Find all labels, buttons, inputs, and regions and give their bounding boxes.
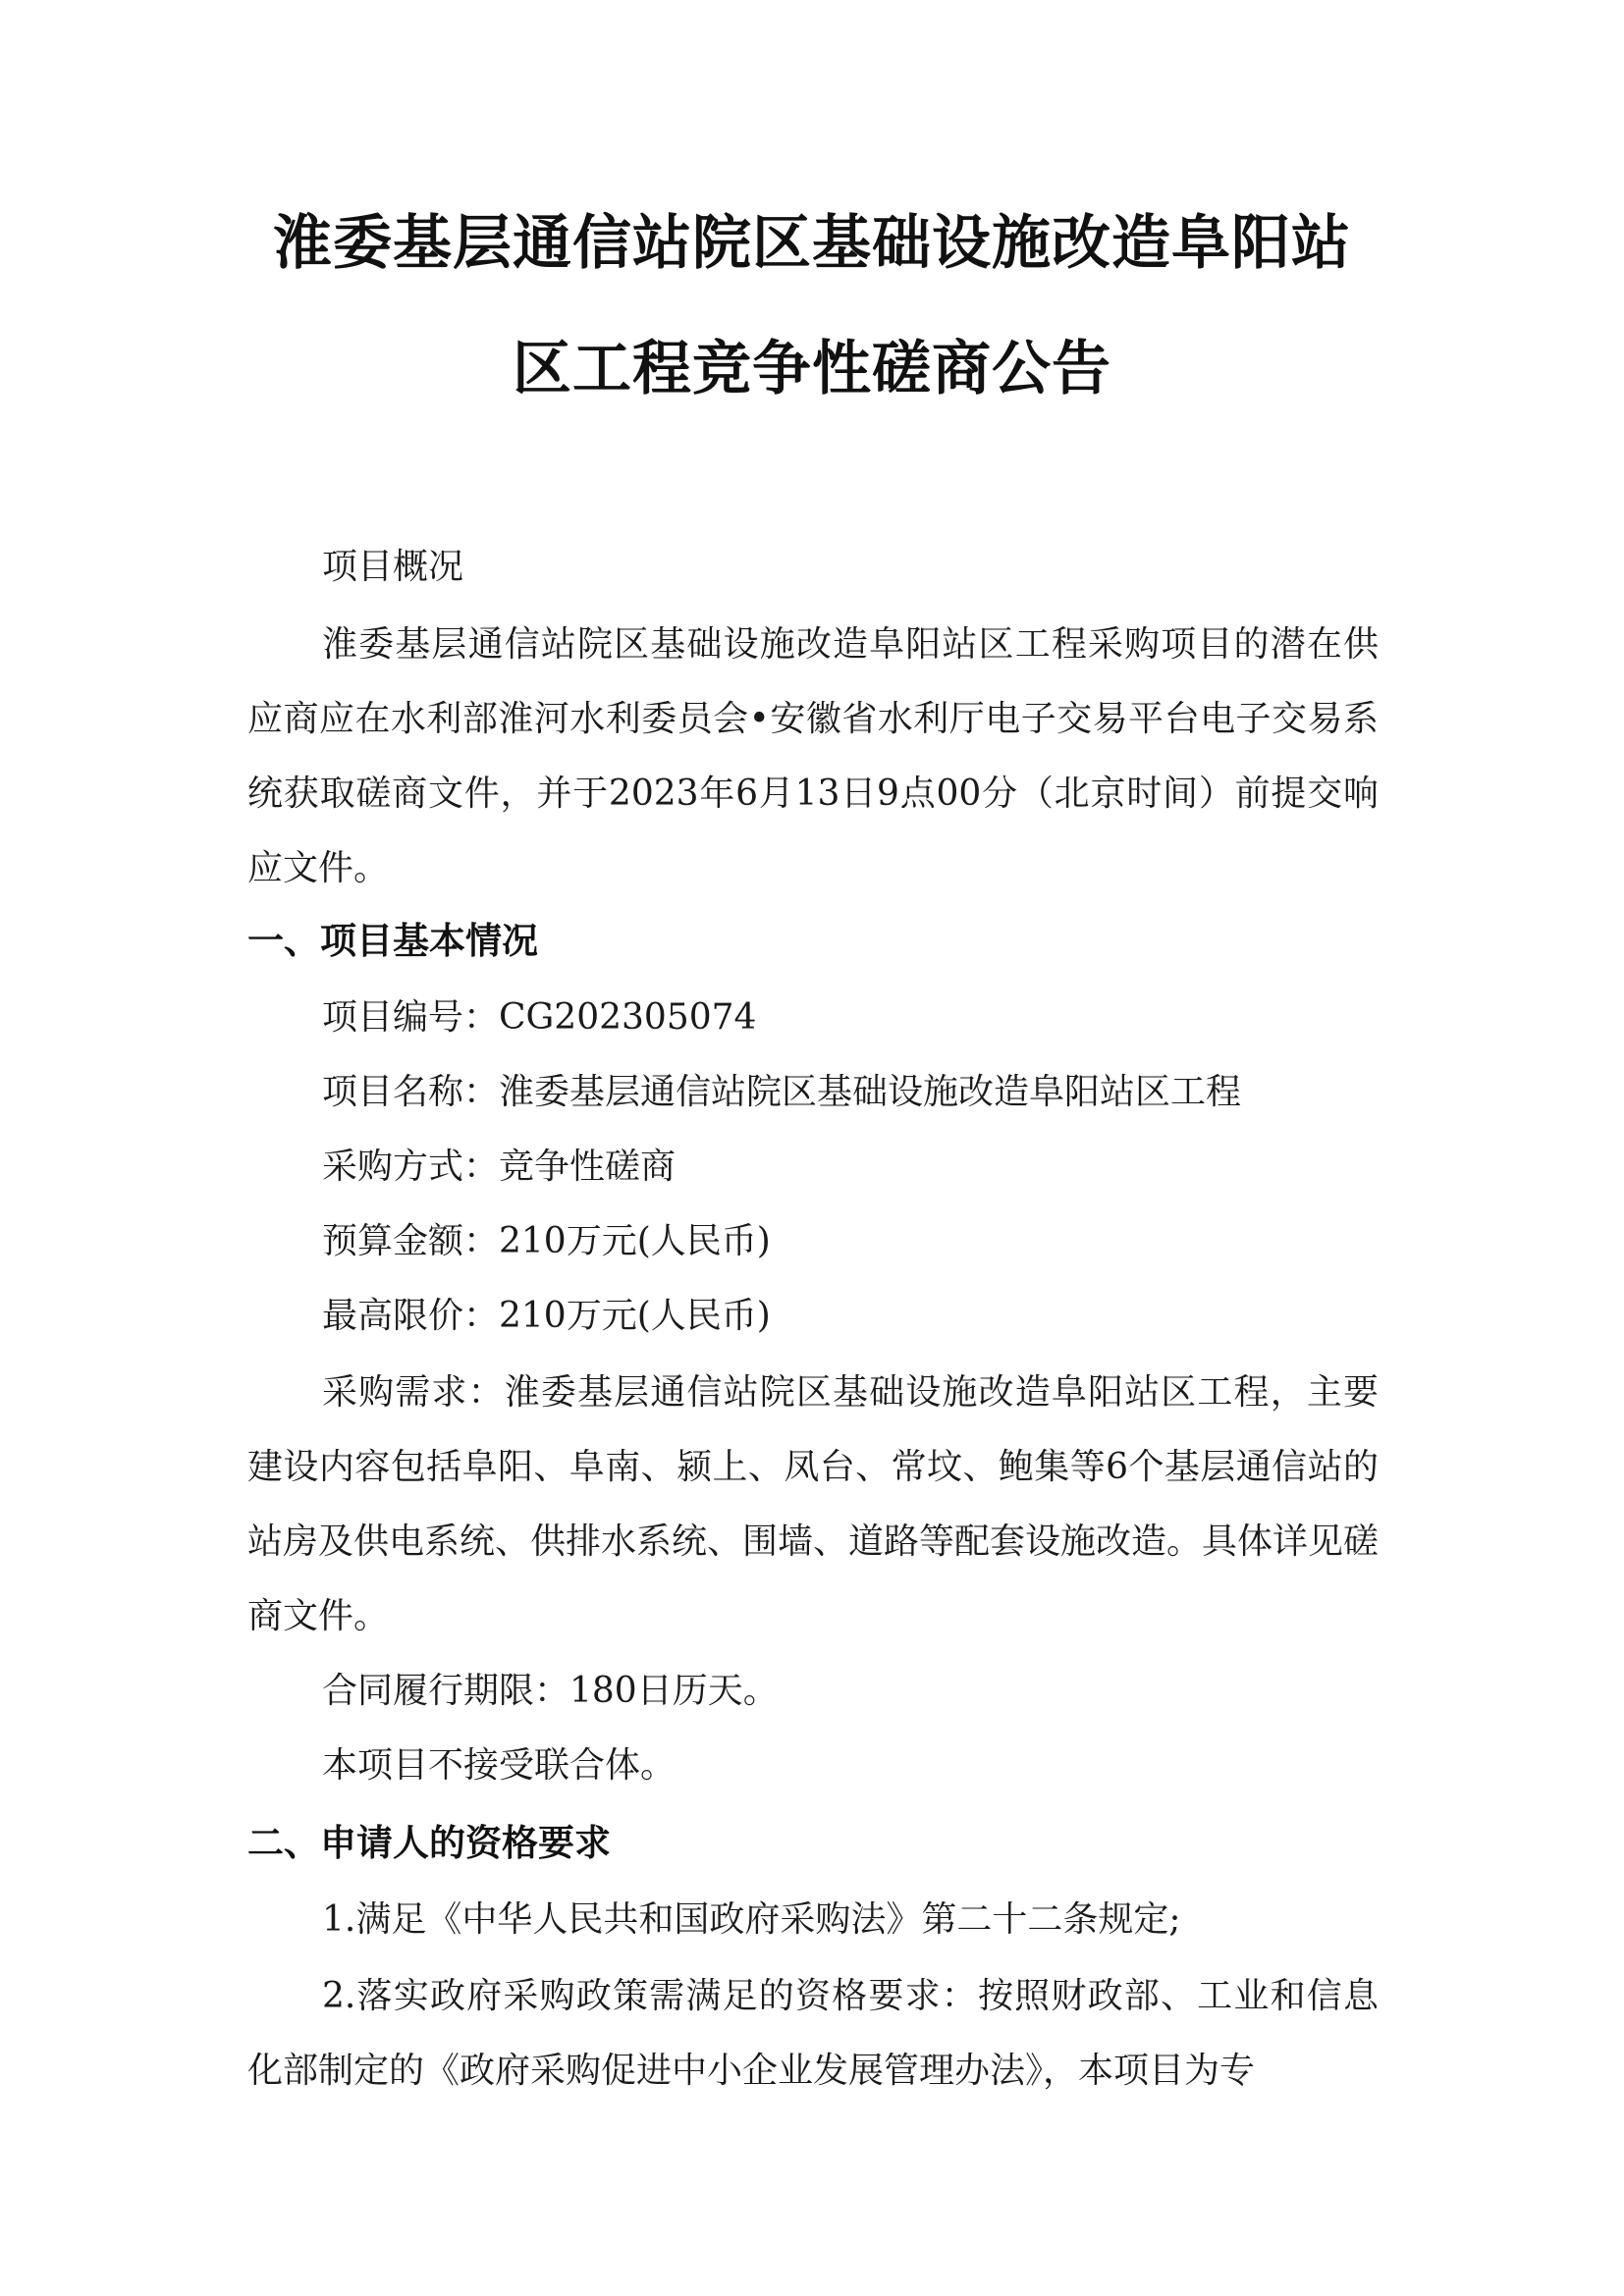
project-name: 项目名称：淮委基层通信站院区基础设施改造阜阳站区工程 bbox=[322, 1072, 1242, 1112]
document-title-line-1: 淮委基层通信站院区基础设施改造阜阳站 bbox=[273, 209, 1351, 278]
qualification-item-2: 2.落实政府采购政策需满足的资格要求：按照财政部、工业和信息化部制定的《政府采购促进中小企业发展管理办法》，本项目为专 bbox=[247, 1976, 1379, 2091]
procurement-method: 采购方式：竞争性磋商 bbox=[322, 1147, 677, 1187]
contract-period: 合同履行期限：180日历天。 bbox=[322, 1671, 779, 1711]
qualification-item-1: 1.满足《中华人民共和国政府采购法》第二十二条规定; bbox=[322, 1899, 1181, 1940]
section-1-heading: 一、项目基本情况 bbox=[247, 920, 538, 962]
budget-amount: 预算金额：210万元(人民币) bbox=[322, 1221, 771, 1261]
overview-heading: 项目概况 bbox=[322, 547, 464, 587]
document-title-line-2: 区工程竞争性磋商公告 bbox=[513, 335, 1111, 403]
procurement-requirements: 采购需求：淮委基层通信站院区基础设施改造阜阳站区工程，主要建设内容包括阜阳、阜南、颍上、凤台、常坟、鲍集等6个基层通信站的站房及供电系统、供排水系统、围墙、道路等配套设施改造。具体详见磋商文件。 bbox=[247, 1372, 1380, 1636]
no-consortium-note: 本项目不接受联合体。 bbox=[322, 1745, 677, 1786]
section-2-heading: 二、申请人的资格要求 bbox=[247, 1822, 611, 1864]
max-price: 最高限价：210万元(人民币) bbox=[322, 1296, 771, 1336]
overview-paragraph: 淮委基层通信站院区基础设施改造阜阳站区工程采购项目的潜在供应商应在水利部淮河水利委员会•安徽省水利厅电子交易平台电子交易系统获取磋商文件，并于2023年6月13日9点00分（北京时间）前提交响应文件。 bbox=[247, 624, 1379, 888]
project-number: 项目编号：CG202305074 bbox=[322, 997, 757, 1038]
